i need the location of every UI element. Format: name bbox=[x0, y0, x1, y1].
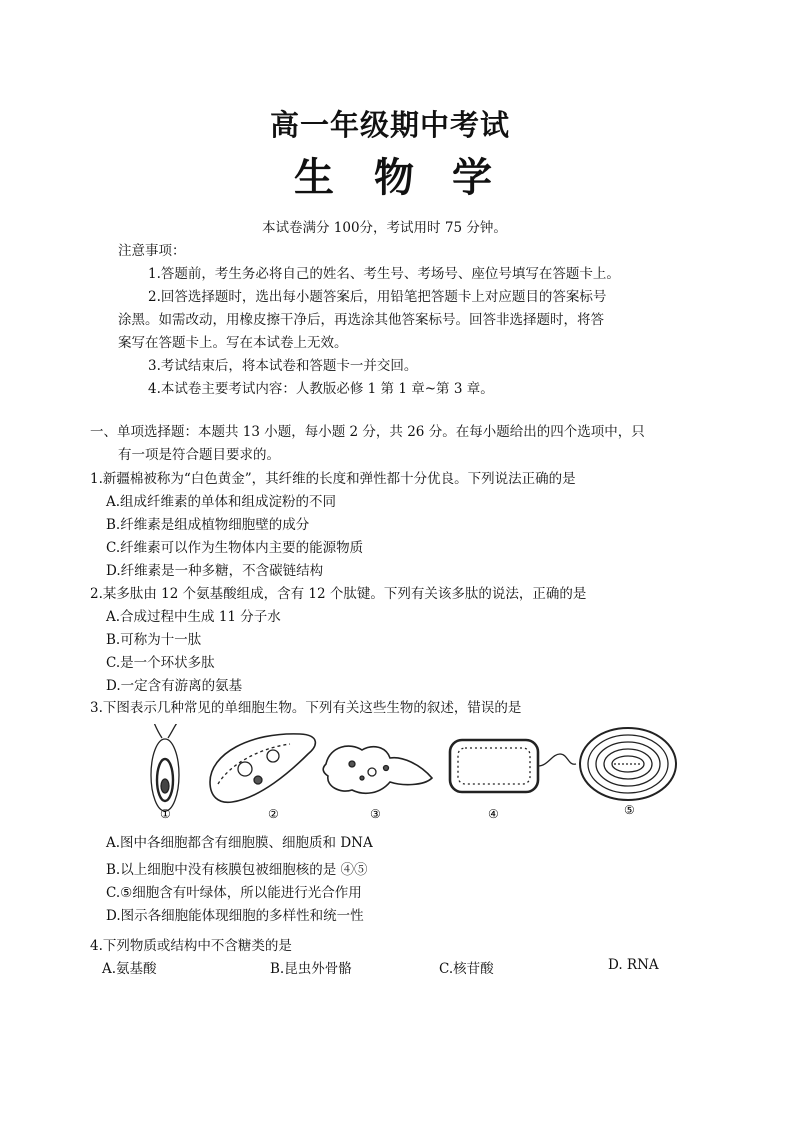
bacterium-drawing bbox=[450, 740, 576, 792]
question-2-stem: 2.某多肽由 12 个氨基酸组成，含有 12 个肽键。下列有关该多肽的说法，正确的是 bbox=[90, 586, 587, 602]
exam-title: 高一年级期中考试 bbox=[270, 108, 511, 142]
question-4-option-d: D. RNA bbox=[608, 957, 659, 973]
question-3-option-c: C.⑤细胞含有叶绿体，所以能进行光合作用 bbox=[106, 885, 362, 901]
figure-label-2: ② bbox=[268, 807, 279, 820]
question-1-option-d: D.纤维素是一种多糖，不含碳链结构 bbox=[106, 563, 324, 579]
paramecium-drawing bbox=[210, 734, 315, 802]
question-3-option-a: A.图中各细胞都含有细胞膜、细胞质和 DNA bbox=[106, 835, 373, 851]
question-2-option-d: D.一定含有游离的氨基 bbox=[106, 678, 243, 694]
section-heading-line-2: 有一项是符合题目要求的。 bbox=[118, 447, 280, 463]
question-1-option-c: C.纤维素可以作为生物体内主要的能源物质 bbox=[106, 540, 364, 556]
notice-item-4: 4.本试卷主要考试内容：人教版必修 1 第 1 章~第 3 章。 bbox=[148, 381, 494, 397]
question-1-option-a: A.组成纤维素的单体和组成淀粉的不同 bbox=[106, 494, 337, 510]
notice-item-3: 3.考试结束后，将本试卷和答题卡一并交回。 bbox=[148, 358, 418, 374]
notice-item-2-cont-2: 案写在答题卡上。写在本试卷上无效。 bbox=[118, 335, 348, 351]
subject-char-2: 物 bbox=[374, 154, 414, 201]
question-4-option-c: C.核苷酸 bbox=[439, 961, 494, 977]
notice-item-2-cont-1: 涂黑。如需改动，用橡皮擦干净后，再选涂其他答案标号。回答非选择题时，将答 bbox=[118, 312, 604, 328]
question-4-option-b: B.昆虫外骨骼 bbox=[270, 961, 352, 977]
question-1-option-b: B.纤维素是组成植物细胞壁的成分 bbox=[106, 517, 310, 533]
figure-label-3: ③ bbox=[370, 807, 381, 820]
question-3-stem: 3.下图表示几种常见的单细胞生物。下列有关这些生物的叙述，错误的是 bbox=[90, 700, 522, 716]
question-3-option-d: D.图示各细胞能体现细胞的多样性和统一性 bbox=[106, 908, 364, 924]
figure-label-5: ⑤ bbox=[624, 803, 635, 817]
section-heading-line-1: 一、单项选择题：本题共 13 小题，每小题 2 分，共 26 分。在每小题给出的四个选项中，只 bbox=[90, 424, 645, 440]
question-4-option-a: A.氨基酸 bbox=[102, 961, 157, 977]
question-1-stem: 1.新疆棉被称为“白色黄金”，其纤维的长度和弹性都十分优良。下列说法正确的是 bbox=[90, 471, 576, 487]
question-2-option-a: A.合成过程中生成 11 分子水 bbox=[106, 609, 281, 625]
amoeba-drawing bbox=[323, 746, 432, 793]
exam-intro: 本试卷满分 100分，考试用时 75 分钟。 bbox=[262, 220, 507, 236]
figure-label-1: ① bbox=[160, 807, 171, 820]
subject-char-1: 生 bbox=[294, 154, 334, 201]
notice-item-1: 1.答题前，考生务必将自己的姓名、考生号、考场号、座位号填写在答题卡上。 bbox=[148, 266, 620, 282]
notice-item-2: 2.回答选择题时，选出每小题答案后，用铅笔把答题卡上对应题目的答案标号 bbox=[148, 289, 607, 305]
question-2-option-c: C.是一个环状多肽 bbox=[106, 655, 215, 671]
question-2-option-b: B.可称为十一肽 bbox=[106, 632, 202, 648]
cells-figure bbox=[140, 724, 700, 820]
notice-heading: 注意事项： bbox=[118, 243, 186, 259]
question-3-option-b: B.以上细胞中没有核膜包被细胞核的是 ④⑤ bbox=[106, 862, 368, 878]
chlamydomonas-drawing bbox=[151, 724, 180, 811]
subject-char-3: 学 bbox=[452, 154, 492, 201]
figure-label-4: ④ bbox=[488, 807, 499, 820]
cyanobacterium-drawing bbox=[580, 728, 676, 800]
question-4-stem: 4.下列物质或结构中不含糖类的是 bbox=[90, 938, 292, 954]
